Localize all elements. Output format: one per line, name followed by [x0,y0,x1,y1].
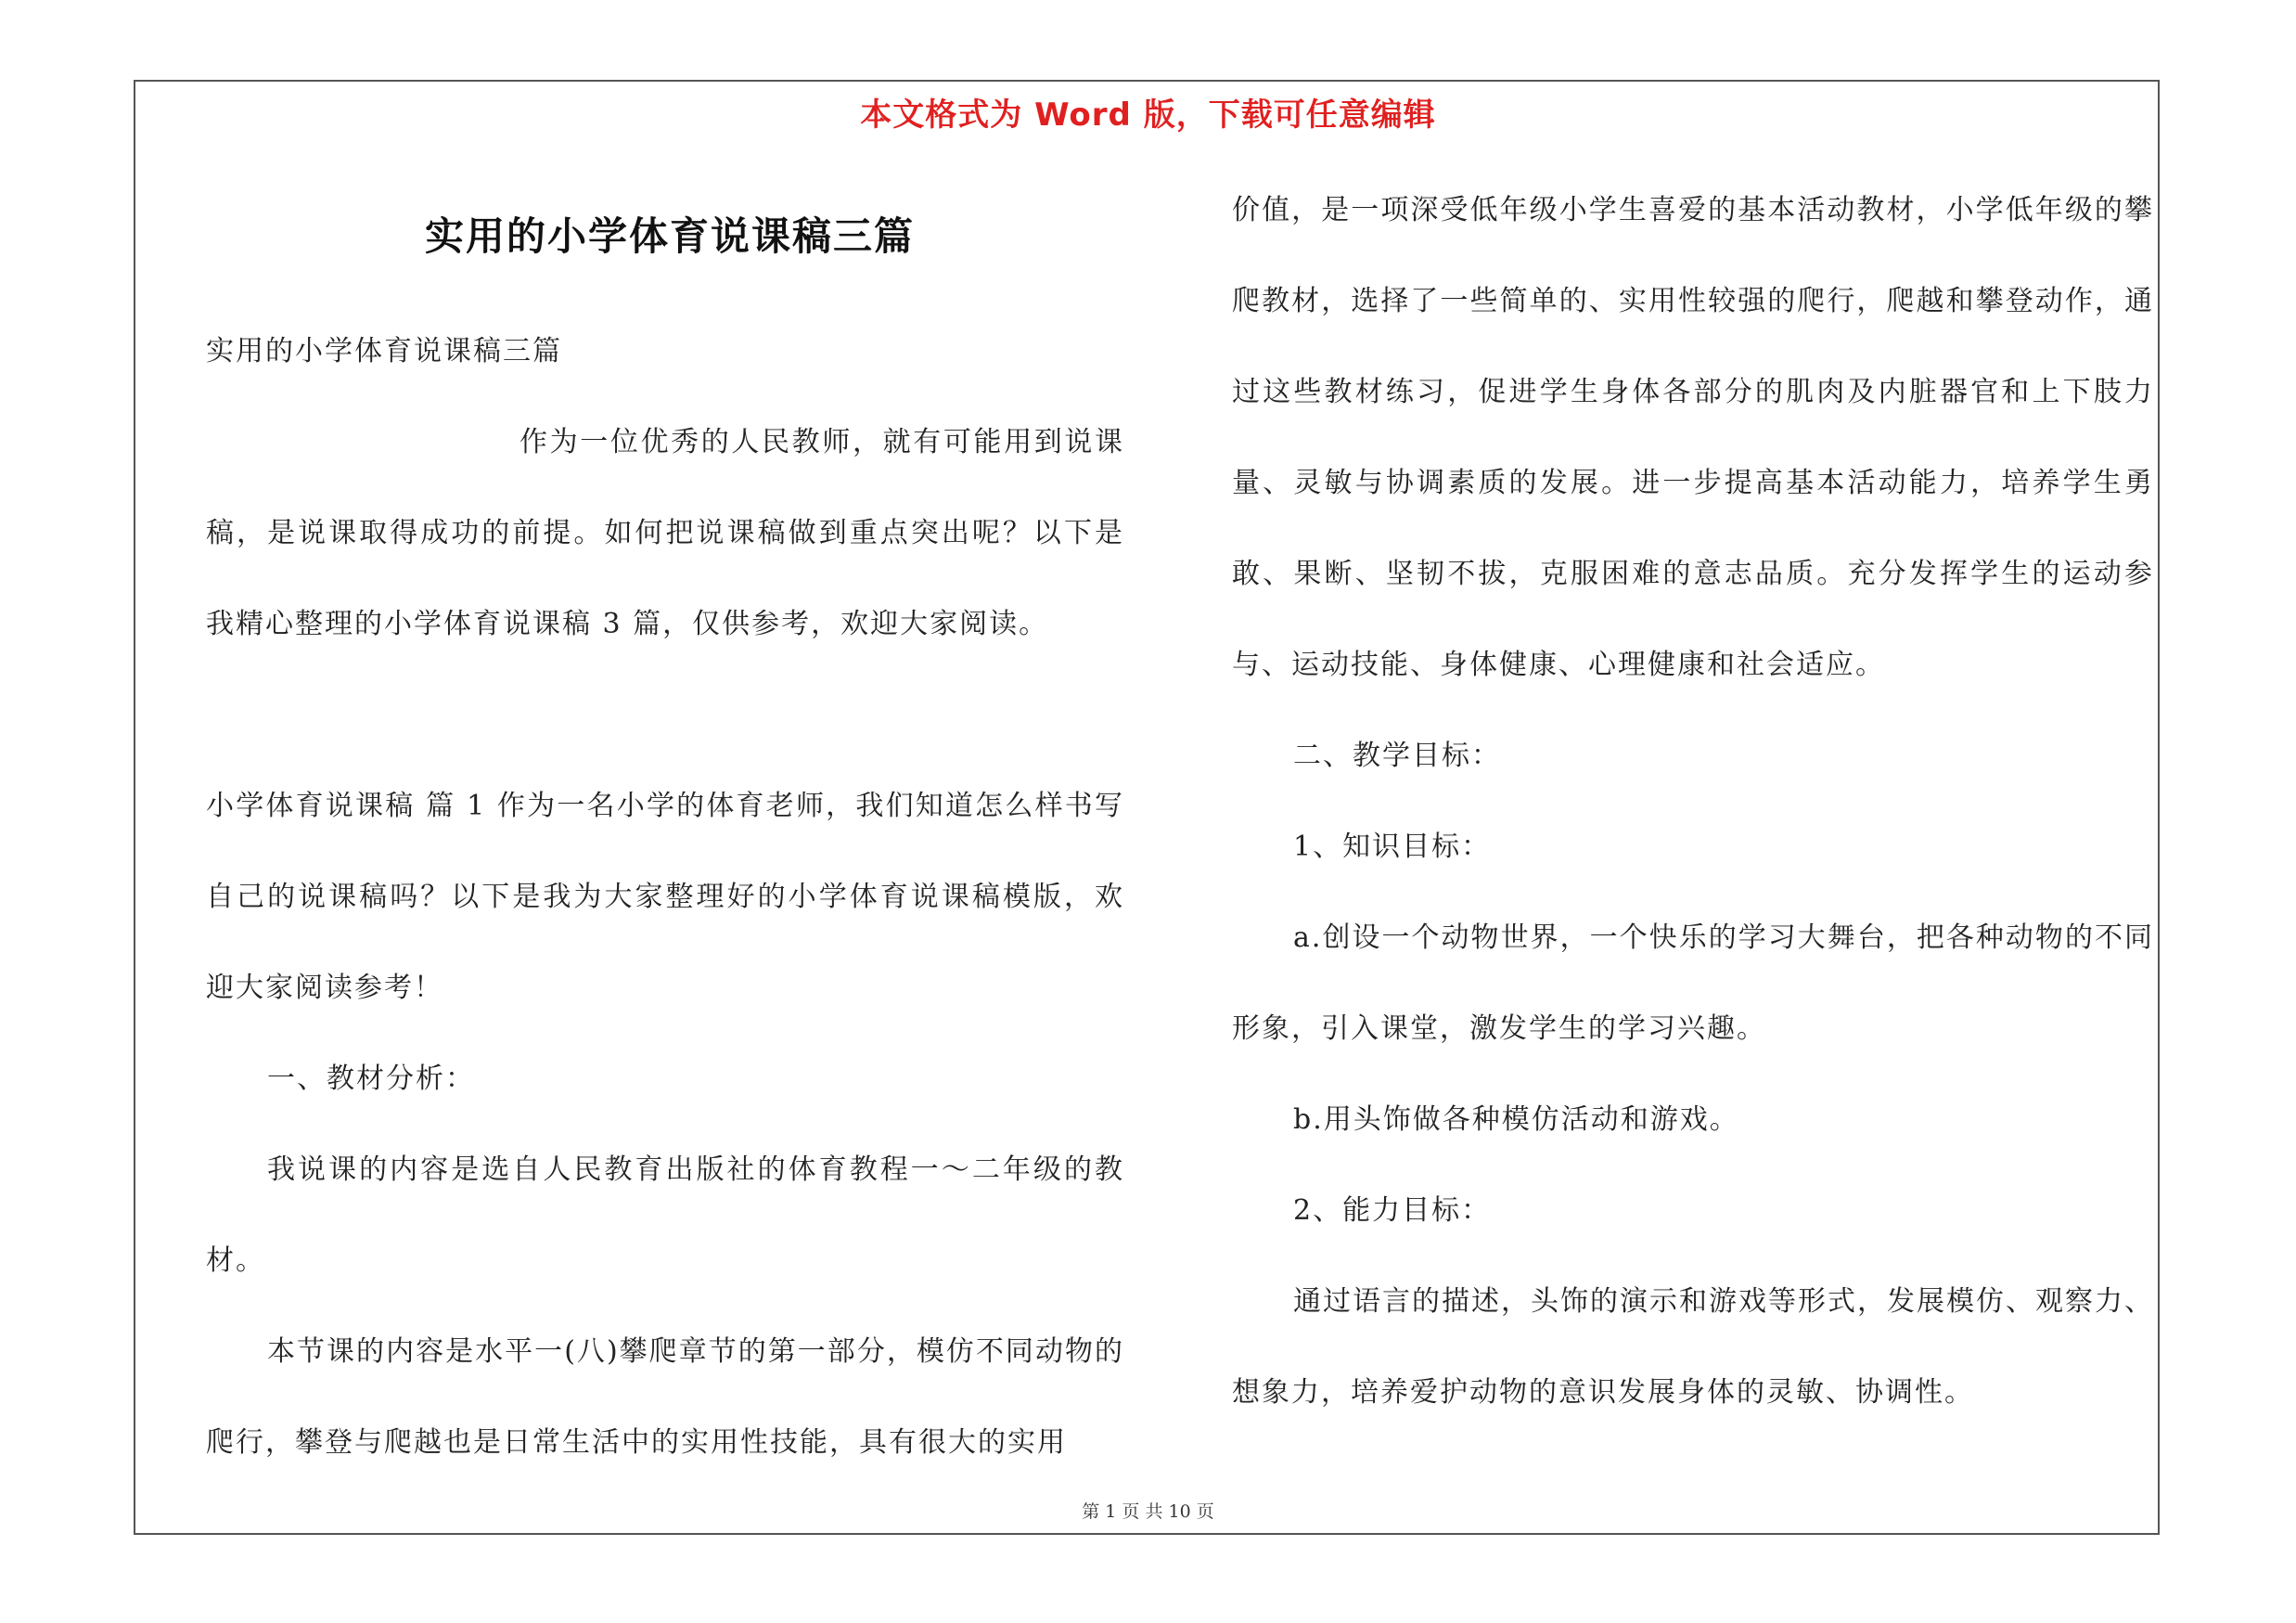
section-heading-goals: 二、教学目标： [1293,740,1501,772]
right-column [1232,165,2154,1438]
paragraph-gap [206,670,1124,761]
left-column [206,306,1124,1488]
body-paragraph: 通过语言的描述，头饰的演示和游戏等形式，发展模仿、观察力、想象力，培养爱护动物的意识发展身体的灵敏、协调性。 [1232,1285,2154,1409]
subheading-ability: 2、能力目标： [1293,1194,1492,1227]
intro-paragraph: 作为一位优秀的人民教师，就有可能用到说课稿，是说课取得成功的前提。如何把说课稿做到重点突出呢？以下是我精心整理的小学体育说课稿 3 篇，仅供参考，欢迎大家阅读。 [206,426,1124,640]
subheading-knowledge: 1、知识目标： [1293,831,1492,863]
body-paragraph: 本节课的内容是水平一(八)攀爬章节的第一部分，模仿不同动物的爬行，攀登与爬越也是日常生活中的实用性技能，具有很大的实用 [206,1335,1124,1459]
section-intro-paragraph: 小学体育说课稿 篇 1 作为一名小学的体育老师，我们知道怎么样书写自己的说课稿吗？以下是我为大家整理好的小学体育说课稿模版，欢迎大家阅读参考！ [206,790,1124,1004]
page-number-footer: 第 1 页 共 10 页 [1082,1501,1214,1522]
list-item: a.创设一个动物世界，一个快乐的学习大舞台，把各种动物的不同形象，引入课堂，激发学生的学习兴趣。 [1232,921,2154,1045]
section-heading-material: 一、教材分析： [267,1063,475,1095]
format-notice-banner: 本文格式为 Word 版，下载可任意编辑 [860,97,1436,134]
body-paragraph: 价值，是一项深受低年级小学生喜爱的基本活动教材，小学低年级的攀爬教材，选择了一些简单的、实用性较强的爬行，爬越和攀登动作，通过这些教材练习，促进学生身体各部分的肌肉及内脏器官和上下肢力量、灵敏与协调素质的发展。进一步提高基本活动能力，培养学生勇敢、果断、坚韧不拔，克服困难的意志品质。充分发挥学生的运动参与、运动技能、身体健康、心理健康和社会适应。 [1232,194,2154,681]
list-item: b.用头饰做各种模仿活动和游戏。 [1293,1103,1739,1136]
subtitle-paragraph: 实用的小学体育说课稿三篇 [206,335,562,367]
body-paragraph: 我说课的内容是选自人民教育出版社的体育教程一～二年级的教材。 [206,1153,1124,1277]
document-title: 实用的小学体育说课稿三篇 [424,213,915,259]
